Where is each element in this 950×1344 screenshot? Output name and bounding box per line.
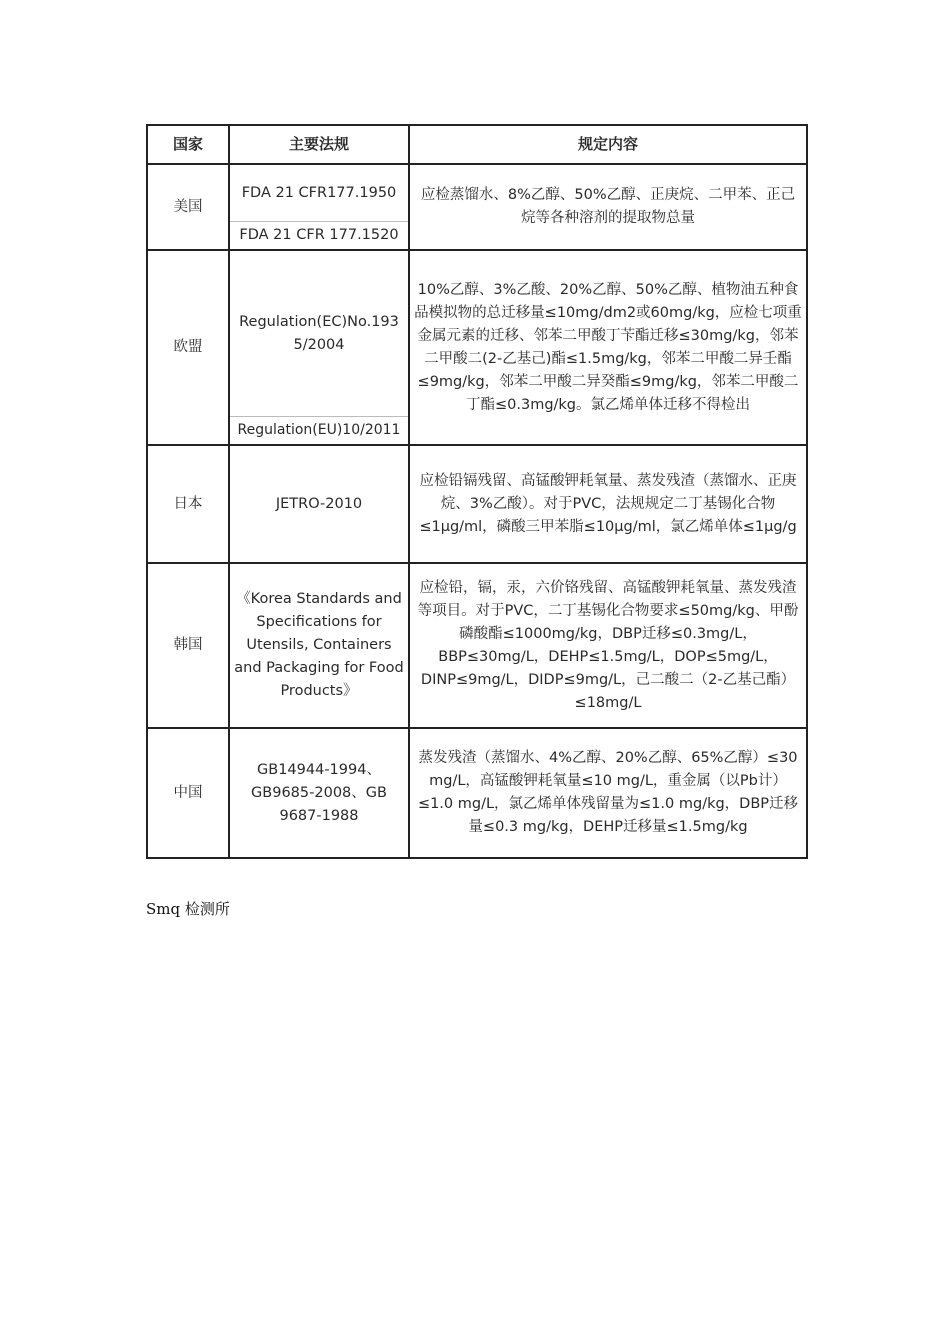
law-cell — [229, 250, 409, 445]
law-text: FDA 21 CFR177.1950 — [241, 184, 397, 201]
table-row — [147, 164, 807, 250]
content-cell: 应检铅镉残留、高锰酸钾耗氧量、蒸发残渣（蒸馏水、正庚烷、3%乙酸）。对于PVC，法规规定二丁基锡化合物≤1μg/ml，磷酸三甲苯脂≤10μg/ml，氯乙烯单体≤1μg/g — [409, 445, 807, 563]
regulation-table-container — [146, 124, 806, 859]
table-row — [147, 250, 807, 445]
content-cell: 应检铅，镉，汞，六价铬残留、高锰酸钾耗氧量、蒸发残渣等项目。对于PVC，二丁基锡化合物要求≤50mg/kg、甲酚磷酸酯≤1000mg/kg，DBP迁移≤0.3mg/L，BBP≤30mg/L，DEHP≤1.5mg/L，DOP≤5mg/L，DINP≤9mg/L，DIDP≤9mg/L，己二酸二（2-乙基己酯）≤18mg/L — [409, 563, 807, 728]
header-content: 规定内容 — [409, 125, 807, 164]
table-row — [147, 563, 807, 728]
law-sub-text: Regulation(EU)10/2011 — [230, 416, 408, 444]
content-cell: 蒸发残渣（蒸馏水、4%乙醇、20%乙醇、65%乙醇）≤30 mg/L，高锰酸钾耗氧量≤10 mg/L，重金属（以Pb计）≤1.0 mg/L，氯乙烯单体残留量为≤1.0 mg/kg，DBP迁移量≤0.3 mg/kg，DEHP迁移量≤1.5mg/kg — [409, 728, 807, 858]
law-cell — [229, 164, 409, 250]
content-cell: 10%乙醇、3%乙酸、20%乙醇、50%乙醇、植物油五种食品模拟物的总迁移量≤10mg/dm2或60mg/kg，应检七项重金属元素的迁移、邻苯二甲酸丁苄酯迁移≤30mg/kg，邻苯二甲酸二(2-乙基己)酯≤1.5mg/kg，邻苯二甲酸二异壬酯≤9mg/kg，邻苯二甲酸二异癸酯≤9mg/kg，邻苯二甲酸二丁酯≤0.3mg/kg。氯乙烯单体迁移不得检出 — [409, 250, 807, 445]
country-cell: 中国 — [147, 728, 229, 858]
country-cell: 韩国 — [147, 563, 229, 728]
law-sub-text: FDA 21 CFR 177.1520 — [230, 221, 408, 249]
law-text: Regulation(EC)No.1935/2004 — [239, 313, 399, 353]
country-cell: 欧盟 — [147, 250, 229, 445]
law-cell: JETRO-2010 — [229, 445, 409, 563]
table-row — [147, 445, 807, 563]
header-law: 主要法规 — [229, 125, 409, 164]
law-cell: GB14944-1994、GB9685-2008、GB 9687-1988 — [229, 728, 409, 858]
header-country: 国家 — [147, 125, 229, 164]
country-cell: 日本 — [147, 445, 229, 563]
content-cell: 应检蒸馏水、8%乙醇、50%乙醇、正庚烷、二甲苯、正己烷等各种溶剂的提取物总量 — [409, 164, 807, 250]
country-cell: 美国 — [147, 164, 229, 250]
footer-caption: Smq 检测所 — [146, 900, 230, 918]
law-cell: 《Korea Standards and Specifications for Utensils, Containers and Packaging for Food Products》 — [229, 563, 409, 728]
table-header-row — [147, 125, 807, 164]
table-row — [147, 728, 807, 858]
regulation-table — [146, 124, 808, 859]
